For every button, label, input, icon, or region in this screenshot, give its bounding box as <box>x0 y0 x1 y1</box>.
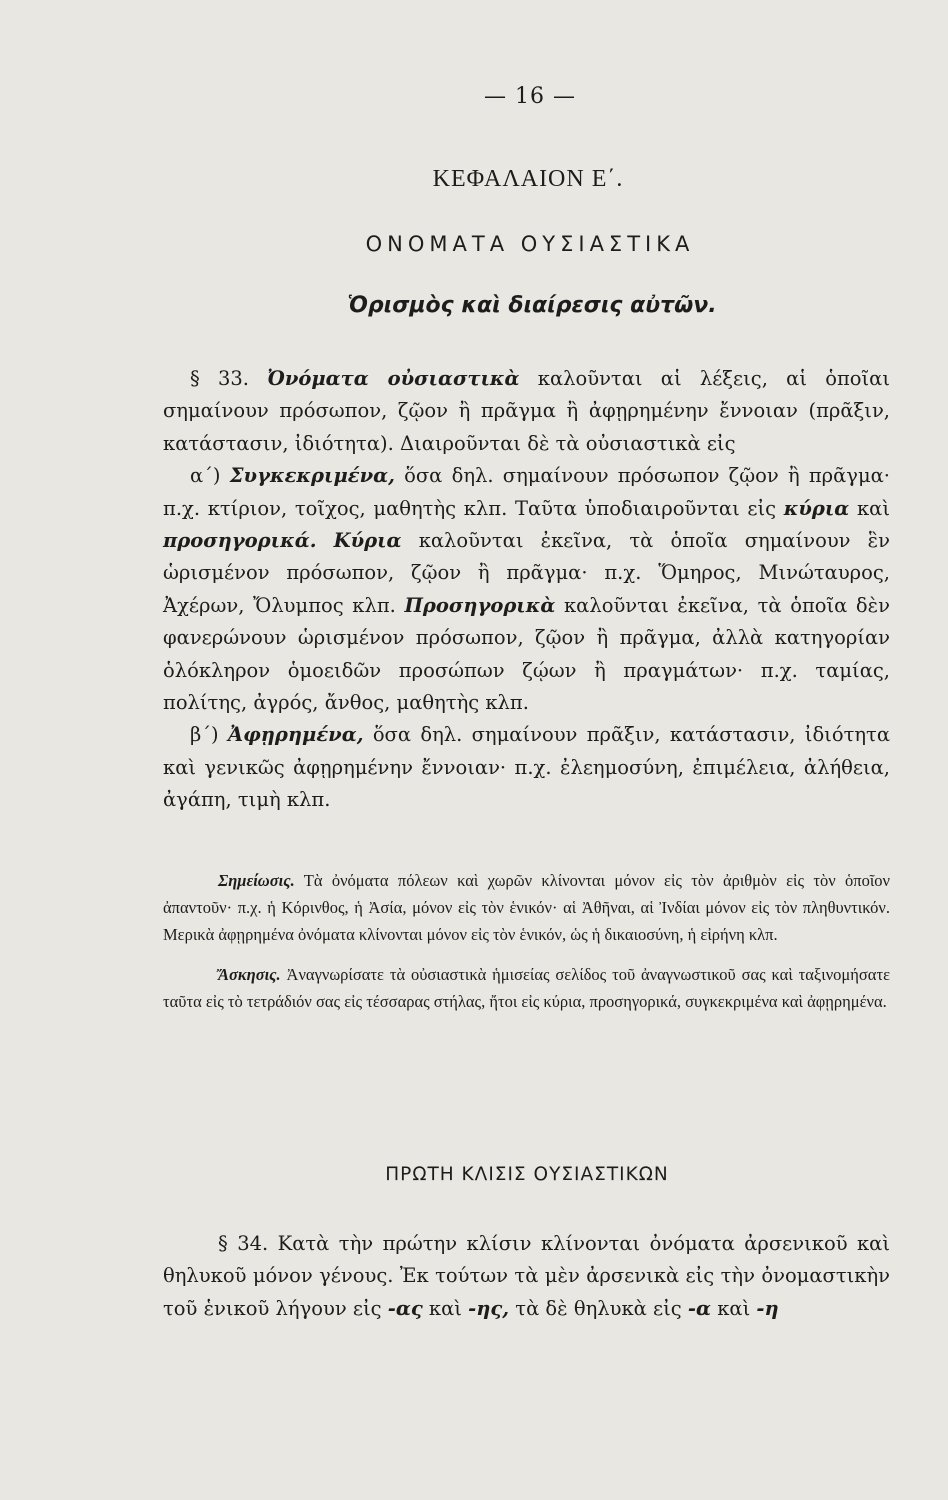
paragraph-abstract <box>163 719 890 816</box>
chapter-heading: ΚΕΦΑΛΑΙΟΝ Ε΄. <box>432 166 624 192</box>
conjunction: καὶ <box>422 1296 469 1320</box>
paragraph-text: καλοῦνται ἐκεῖνα, τὰ ὁποῖα σημαίνουν ἓν ὡρισμένον πρόσωπον, ζῷον ἢ πρᾶγμα· π.χ. Ὅμηρος, Μινώταυρος, Ἀχέρων, Ὄλυμπος κλπ. <box>163 529 890 617</box>
ending-i: -η <box>756 1296 779 1320</box>
note-text: Τὰ ὀνόματα πόλεων καὶ χωρῶν κλίνονται μόνον εἰς τὸν ἀριθμὸν εἰς τὸν ὁποῖον ἀπαντοῦν· π.χ. ἡ Κόρινθος, ἡ Ἀσία, μόνον εἰς τὸν ἑνικόν· αἱ Ἀθῆναι, αἱ Ἰνδίαι μόνον εἰς τὸν πληθυντικόν. Μερικὰ ἀφῃρημένα ὀνόματα κλίνονται μόνον εἰς τὸν ἑνικόν, ὡς ἡ δικαιοσύνη, ἡ εἰρήνη κλπ. <box>163 871 890 944</box>
main-text <box>163 363 890 817</box>
section-subtitle: Ὁρισμὸς καὶ διαίρεσις αὐτῶν. <box>347 293 717 318</box>
term-common-def: Προσηγορικὰ <box>404 593 556 617</box>
paragraph-text: τὰ δὲ θηλυκὰ εἰς <box>509 1296 688 1320</box>
conjunction: καὶ <box>849 496 890 520</box>
term-concrete: Συγκεκριμένα, <box>229 464 395 488</box>
term-proper-def: Κύρια <box>333 529 402 553</box>
paragraph-text: ὅσα δηλ. σημαίνουν πρᾶξιν, κατάστασιν, ἰδιότητα καὶ γενικῶς ἀφῃρημένην ἔννοιαν· π.χ. ἐλεημοσύνη, ἐπιμέλεια, ἀλήθεια, ἀγάπη, τιμὴ κλπ. <box>163 723 890 812</box>
list-label: α΄) <box>190 464 221 488</box>
note-label: Σημείωσις. <box>218 871 295 890</box>
notes-block <box>163 868 890 1016</box>
paragraph-text: καλοῦνται ἐκεῖνα, τὰ ὁποῖα δὲν φανερώνουν ὡρισμένον πρόσωπον, ζῷον ἢ πρᾶγμα, ἀλλὰ κατηγορίαν ὁλόκληρον ὁμοειδῶν προσώπων ζῴων ἢ πραγμάτων· π.χ. ταμίας, πολίτης, ἀγρός, ἄνθος, μαθητὴς κλπ. <box>163 593 890 715</box>
paragraph-34 <box>163 1228 890 1325</box>
exercise-text: Ἀναγνωρίσατε τὰ οὐσιαστικὰ ἡμισείας σελίδος τοῦ ἀναγνωστικοῦ σας καὶ ταξινομήσατε ταῦτα εἰς τὸ τετράδιόν σας εἰς τέσσαρας στήλας, ἤτοι εἰς κύρια, προσηγορικά, συγκεκριμένα καὶ ἀφῃρημένα. <box>163 965 890 1012</box>
list-label: β΄) <box>190 723 219 747</box>
paragraph-text: Κατὰ τὴν πρώτην κλίσιν κλίνονται ὀνόματα ἀρσενικοῦ καὶ θηλυκοῦ μόνον γένους. Ἐκ τούτων τὰ μὲν ἀρσενικὰ εἰς τὴν ὀνομαστικὴν τοῦ ἑνικοῦ λήγουν εἰς <box>163 1232 890 1320</box>
term-proper: κύρια <box>783 496 850 520</box>
paragraph-34-block <box>163 1228 890 1325</box>
page-number: — 16 — <box>484 84 576 109</box>
first-declension-heading: ΠΡΩΤΗ ΚΛΙΣΙΣ ΟΥΣΙΑΣΤΙΚΩΝ <box>385 1164 669 1185</box>
paragraph-concrete <box>163 460 890 719</box>
ending-is: -ης, <box>468 1296 510 1320</box>
exercise-label: Ἄσκησις. <box>218 965 281 985</box>
ending-a: -α <box>687 1296 712 1320</box>
section-mark: § 34. <box>218 1232 269 1255</box>
section-mark: § 33. <box>190 367 250 390</box>
exercise-paragraph <box>163 962 890 1016</box>
term-nouns: Ὀνόματα οὐσιαστικὰ <box>267 367 520 390</box>
paragraph-text: ὅσα δηλ. σημαίνουν πρόσωπον ζῷον ἢ πρᾶγμα· π.χ. κτίριον, τοῖχος, μαθητὴς κλπ. Ταῦτα ὑποδιαιροῦνται εἰς <box>163 464 891 520</box>
paragraph-text: καλοῦνται αἱ λέξεις, αἱ ὁποῖαι σημαίνουν πρόσωπον, ζῷον ἢ πρᾶγμα ἢ ἀφῃρημένην ἔννοιαν (πρᾶξιν, κατάστασιν, ἰδιότητα). Διαιροῦνται δὲ τὰ οὐσιαστικὰ εἰς <box>163 367 890 455</box>
conjunction: καὶ <box>711 1296 757 1320</box>
note-paragraph <box>163 868 890 948</box>
term-abstract: Ἀφῃρημένα, <box>227 723 364 747</box>
term-common: προσηγορικά. <box>163 529 317 553</box>
paragraph-33 <box>163 363 890 460</box>
section-title: ΟΝΟΜΑΤΑ ΟΥΣΙΑΣΤΙΚΑ <box>365 232 695 256</box>
ending-as: -ας <box>387 1296 423 1320</box>
